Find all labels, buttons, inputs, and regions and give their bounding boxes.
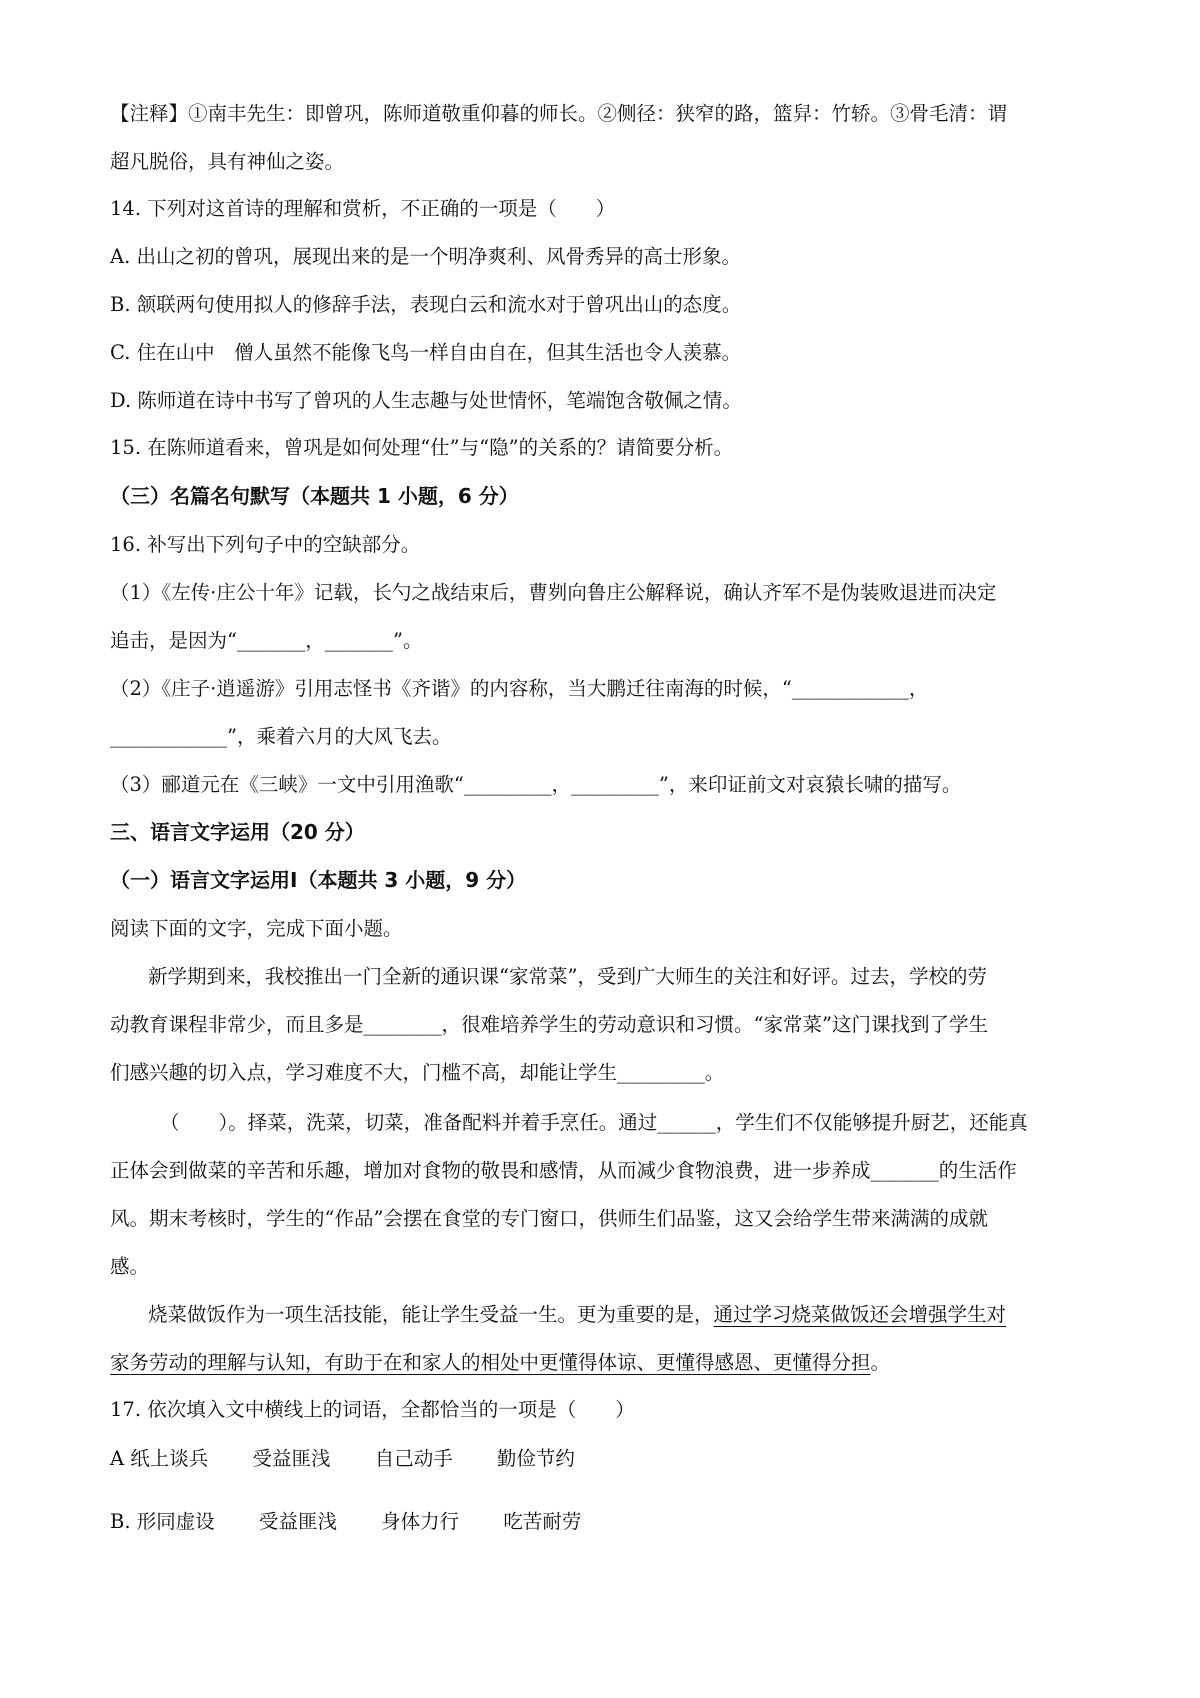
paragraph-3-underlined-text-cont: 家务劳动的理解与认知，有助于在和家人的相处中更懂得体谅、更懂得感恩、更懂得分担 bbox=[110, 1351, 871, 1374]
question-15-stem: 15. 在陈师道看来，曾巩是如何处理“仕”与“隐”的关系的？请简要分析。 bbox=[110, 436, 734, 459]
option-a-word-2: 受益匪浅 bbox=[252, 1447, 331, 1470]
paragraph-3-period: 。 bbox=[870, 1351, 891, 1374]
paragraph-1-line-1: 新学期到来，我校推出一门全新的通识课“家常菜”，受到广大师生的关注和好评。过去，学校的劳 bbox=[148, 965, 987, 988]
part-3-1-heading: （一）语言文字运用Ⅰ（本题共 3 小题，9 分） bbox=[110, 868, 527, 892]
question-16-part-3: （3）郦道元在《三峡》一文中引用渔歌“_________，_________”，来印证前文对哀猿长啸的描写。 bbox=[110, 773, 962, 796]
question-14-option-d: D. 陈师道在诗中书写了曾巩的人生志趣与处世情怀，笔端饱含敬佩之情。 bbox=[110, 389, 742, 412]
paragraph-3-line-1 bbox=[148, 1301, 1006, 1329]
paragraph-2-line-3: 风。期末考核时，学生的“作品”会摆在食堂的专门窗口，供师生们品鉴，这又会给学生带来满满的成就 bbox=[110, 1207, 988, 1230]
question-16-part-2-line-1: （2）《庄子·逍遥游》引用志怪书《齐谐》的内容称，当大鹏迁往南海的时候，“____________， bbox=[110, 677, 929, 700]
question-14-option-c: C. 住在山中 僧人虽然不能像飞鸟一样自由自在，但其生活也令人羡慕。 bbox=[110, 341, 742, 364]
paragraph-2-line-1: （ ）。择菜，洗菜，切菜，准备配料并着手烹任。通过______，学生们不仅能够提升厨艺，还能真 bbox=[160, 1111, 1028, 1134]
question-17-option-b bbox=[110, 1508, 619, 1536]
paragraph-1-line-3: 们感兴趣的切入点，学习难度不大，门槛不高，却能让学生_________。 bbox=[110, 1061, 725, 1084]
paragraph-2-line-4: 感。 bbox=[110, 1255, 150, 1278]
option-b-word-4: 吃苦耐劳 bbox=[503, 1510, 582, 1533]
question-16-part-1-line-1: （1）《左传·庄公十年》记载，长勺之战结束后，曹刿向鲁庄公解释说，确认齐军不是伪装败退进而决定 bbox=[110, 581, 997, 604]
question-17-stem: 17. 依次填入文中横线上的词语，全都恰当的一项是（ ） bbox=[110, 1398, 635, 1421]
reading-intro: 阅读下面的文字，完成下面小题。 bbox=[110, 917, 403, 940]
question-16-part-1-line-2: 追击，是因为“_______，_______”。 bbox=[110, 629, 423, 652]
paragraph-3-underlined-text: 通过学习烧菜做饭还会增强学生对 bbox=[713, 1303, 1007, 1326]
paragraph-3-line-2 bbox=[110, 1349, 890, 1377]
option-a-word-4: 勤俭节约 bbox=[496, 1447, 575, 1470]
paragraph-3-plain-text: 烧菜做饭作为一项生活技能，能让学生受益一生。更为重要的是， bbox=[148, 1303, 714, 1326]
annotation-line-1: 【注释】①南丰先生：即曾巩，陈师道敬重仰暮的师长。②侧径：狭窄的路，篮舁：竹轿。③骨毛清：谓 bbox=[110, 102, 1008, 125]
paragraph-1-line-2: 动教育课程非常少，而且多是________，很难培养学生的劳动意识和习惯。“家常菜”这门课找到了学生 bbox=[110, 1013, 988, 1036]
option-b-word-3: 身体力行 bbox=[381, 1510, 460, 1533]
question-14-option-a: A. 出山之初的曾巩，展现出来的是一个明净爽利、风骨秀异的高士形象。 bbox=[110, 245, 741, 268]
option-a-word-1: A 纸上谈兵 bbox=[110, 1447, 209, 1470]
question-16-stem: 16. 补写出下列句子中的空缺部分。 bbox=[110, 533, 421, 556]
part-3-heading: 三、语言文字运用（20 分） bbox=[110, 820, 365, 844]
question-14-stem: 14. 下列对这首诗的理解和赏析，不正确的一项是（ ） bbox=[110, 197, 616, 220]
question-16-part-2-line-2: ____________”，乘着六月的大风飞去。 bbox=[110, 725, 452, 748]
section-3-heading: （三）名篇名句默写（本题共 1 小题，6 分） bbox=[110, 484, 519, 508]
question-14-option-b: B. 颔联两句使用拟人的修辞手法，表现白云和流水对于曾巩出山的态度。 bbox=[110, 293, 742, 316]
annotation-line-2: 超凡脱俗，具有神仙之姿。 bbox=[110, 150, 345, 173]
paragraph-2-line-2: 正体会到做菜的辛苦和乐趣，增加对食物的敬畏和感情，从而减少食物浪费，进一步养成_______的生活作 bbox=[110, 1159, 1017, 1182]
option-b-word-2: 受益匪浅 bbox=[258, 1510, 337, 1533]
option-b-word-1: B. 形同虚设 bbox=[110, 1510, 215, 1533]
option-a-word-3: 自己动手 bbox=[374, 1447, 453, 1470]
question-17-option-a bbox=[110, 1445, 613, 1473]
